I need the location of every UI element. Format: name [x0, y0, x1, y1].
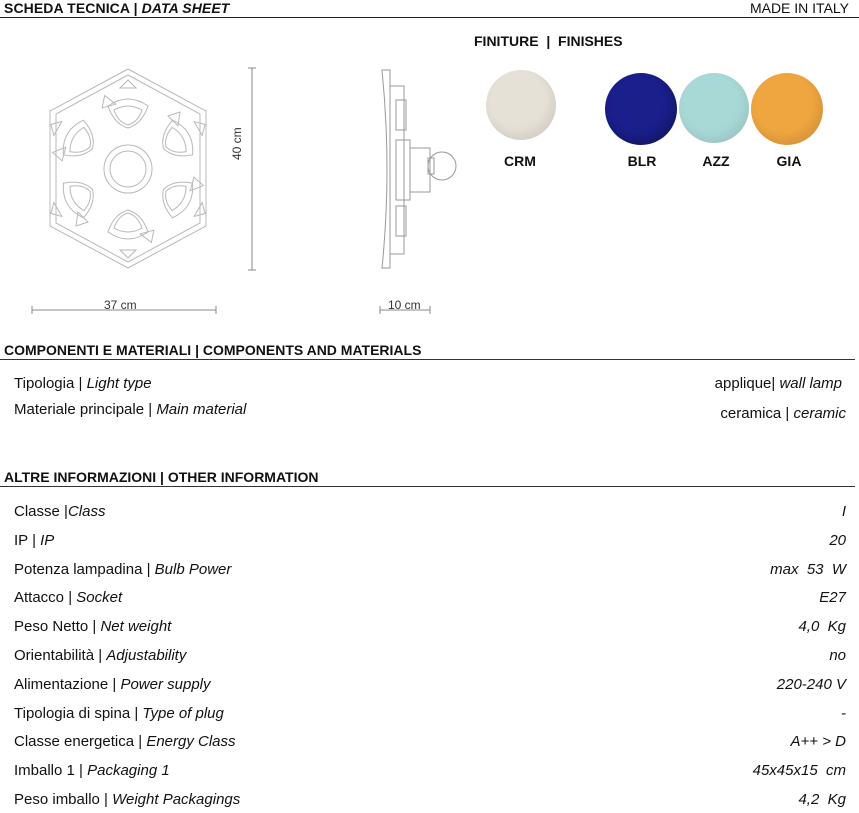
info-row	[14, 676, 846, 698]
front-view-drawing	[28, 66, 228, 276]
other-info-rule	[0, 486, 855, 487]
row-label: Tipologia di spina | Type of plug	[14, 704, 224, 722]
info-row	[14, 503, 846, 525]
height-label: 40 cm	[230, 127, 244, 160]
swatch-label-azz: AZZ	[702, 153, 730, 169]
row-value: 220-240 V	[776, 675, 846, 693]
component-row-main-material	[14, 401, 846, 423]
row-value: max 53 W	[770, 560, 846, 578]
swatch-label-crm: CRM	[504, 153, 536, 169]
row-value: no	[829, 647, 846, 664]
info-row	[14, 791, 846, 813]
row-value: applique| wall lamp	[714, 375, 842, 392]
page-header	[0, 0, 859, 18]
row-value: A++ > D	[790, 733, 846, 751]
sheet-title	[4, 0, 229, 16]
info-row	[14, 705, 846, 727]
title-en: DATA SHEET	[141, 0, 230, 16]
components-rule	[0, 359, 855, 360]
side-view-drawing	[374, 66, 470, 272]
row-label: Peso Netto | Net weight	[14, 618, 172, 636]
swatch-label-blr: BLR	[627, 153, 657, 169]
row-label: Attacco | Socket	[14, 589, 123, 607]
components-title: COMPONENTI E MATERIALI | COMPONENTS AND MATERIALS	[4, 342, 422, 358]
info-row	[14, 618, 846, 640]
row-label: Peso imballo | Weight Packagings	[14, 791, 241, 808]
info-row	[14, 733, 846, 755]
row-value: I	[841, 503, 846, 520]
row-value: -	[841, 704, 846, 722]
title-it: SCHEDA TECNICA	[4, 0, 130, 16]
row-value: 4,2 Kg	[798, 791, 846, 808]
other-info-title: ALTRE INFORMAZIONI | OTHER INFORMATION	[4, 469, 319, 485]
row-label: IP | IP	[14, 531, 55, 549]
info-row	[14, 647, 846, 669]
row-label: Potenza lampadina | Bulb Power	[14, 560, 232, 578]
row-value: 20	[829, 531, 846, 549]
depth-label: 10 cm	[388, 298, 421, 312]
row-value: ceramica | ceramic	[720, 405, 846, 422]
swatch-crm	[486, 70, 556, 140]
row-label: Alimentazione | Power supply	[14, 675, 211, 693]
finishes-title: FINITURE | FINISHES	[474, 33, 623, 49]
component-row-light-type	[14, 375, 846, 397]
width-label: 37 cm	[104, 298, 137, 312]
info-row	[14, 762, 846, 784]
title-sep: |	[129, 0, 142, 16]
row-value: E27	[819, 589, 846, 607]
swatch-gia	[751, 73, 823, 145]
info-row	[14, 532, 846, 554]
swatch-blr	[605, 73, 677, 145]
info-row	[14, 561, 846, 583]
row-value: 4,0 Kg	[798, 618, 846, 636]
row-value: 45x45x15 cm	[752, 762, 846, 780]
row-label: Classe |Class	[14, 503, 106, 520]
made-in-label: MADE IN ITALY	[749, 0, 849, 16]
swatch-azz	[679, 73, 749, 143]
row-label: Orientabilità | Adjustability	[14, 647, 187, 664]
row-label: Tipologia | Light type	[14, 375, 152, 392]
swatch-label-gia: GIA	[776, 153, 802, 169]
row-label: Imballo 1 | Packaging 1	[14, 762, 170, 780]
info-row	[14, 589, 846, 611]
row-label: Materiale principale | Main material	[14, 401, 247, 418]
row-label: Classe energetica | Energy Class	[14, 733, 236, 751]
height-dimension-line	[244, 66, 264, 272]
